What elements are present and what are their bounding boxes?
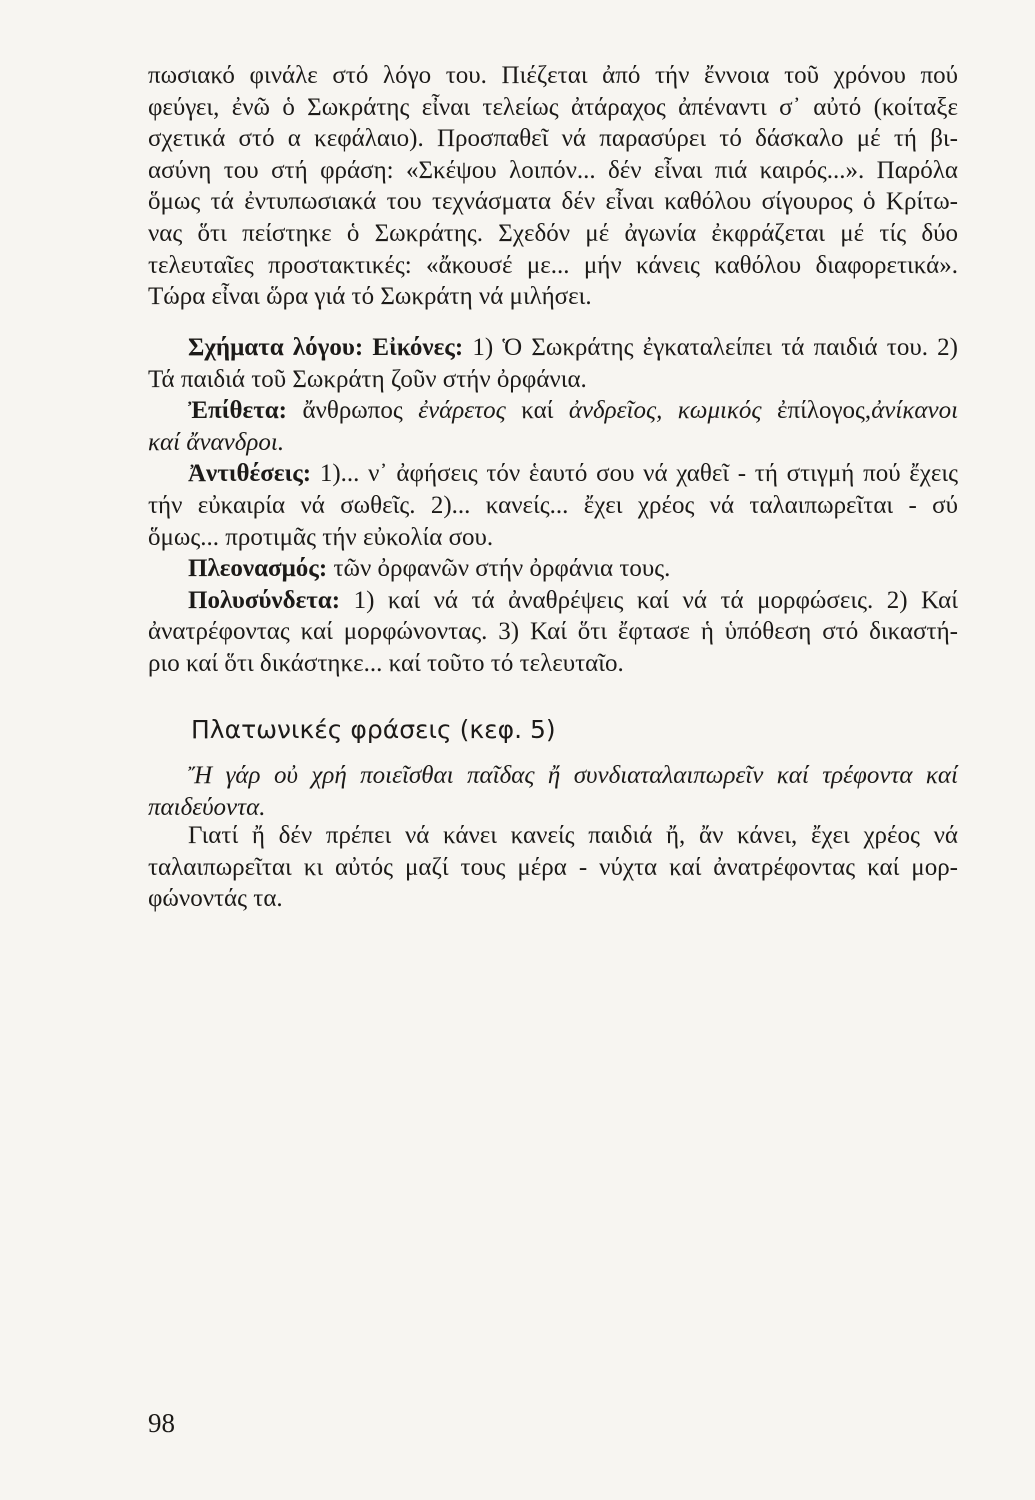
pleonasmos-label: Πλεονασμός: [188,555,328,583]
polysyndeta-line [148,585,958,617]
text-line: ασύνη του στή φράση: «Σκέψου λοιπόν... δέν εἶναι πιά καιρός...». Παρόλα [148,156,958,184]
polysyndeta-label: Πολυσύνδετα: [188,586,341,614]
polysyndeta-line-3: ριο καί ὅτι δικάστηκε... καί τοῦτο τό τελευταῖο. [148,649,624,677]
epitheta-line-2: καί ἄνανδροι. [148,428,285,456]
schemata-label: Σχήματα λόγου: Εἰκόνες: [188,334,464,361]
epitheta-text: ἄνθρωπος [302,397,403,425]
text-line: Τώρα εἶναι ὥρα γιά τό Σωκράτη νά μιλήσει. [148,283,592,311]
antitheseis-label: Ἀντιθέσεις: [188,460,312,488]
antitheseis-line-2: τήν εὐκαιρία νά σωθεῖς. 2)... κανείς... ἔχει χρέος νά ταλαιπωρεῖται - σύ [148,491,958,519]
epitheta-italic: ἀνίκανοι [871,397,959,425]
text-line: σχετικά στό α κεφάλαιο). Προσπαθεῖ νά παρασύρει τό δάσκαλο μέ τή βι- [148,125,958,153]
commentary-paragraph [148,60,958,313]
text-line: ὅμως τά ἐντυπωσιακά του τεχνάσματα δέν εἶναι καθόλου σίγουρος ὁ Κρίτω- [148,188,958,216]
quote-line: παιδεύοντα. [148,793,266,821]
epitheta-italic: ἀνδρεῖος, κωμικός [568,397,762,425]
epitheta-italic: ἐνάρετος [418,397,506,425]
text-line: νας ὅτι πείστηκε ὁ Σωκράτης. Σχεδόν μέ ἀγωνία ἐκφράζεται μέ τίς δύο [148,219,958,247]
text-line: φεύγει, ἐνῶ ὁ Σωκράτης εἶναι τελείως ἀτάραχος ἀπέναντι σ᾽ αὐτό (κοίταξε [148,93,958,121]
polysyndeta-text: 1) καί νά τά ἀναθρέψεις καί νά τά μορφώσεις. 2) Καί [353,586,958,614]
text-line: πωσιακό φινάλε στό λόγο του. Πιέζεται ἀπό τήν ἔννοια τοῦ χρόνου πού [148,62,958,89]
section-heading: Πλατωνικές φράσεις (κεφ. 5) [191,715,556,744]
antitheseis-text: 1)... ν᾽ ἀφήσεις τόν ἑαυτό σου νά χαθεῖ - τή στιγμή πού ἔχεις [319,460,958,488]
pleonasmos-text: τῶν ὀρφανῶν στήν ὀρφάνια τους. [333,555,671,583]
translation-line: Γιατί ἤ δέν πρέπει νά κάνει κανείς παιδιά ἤ, ἄν κάνει, ἔχει χρέος νά [188,822,958,849]
pleonasmos-line [148,553,958,585]
figures-of-speech-section [148,332,958,680]
text-line: τελευταῖες προστακτικές: «ἄκουσέ με... μήν κάνεις καθόλου διαφορετικά». [148,251,958,279]
schemata-text: 1) Ὁ Σωκράτης ἐγκαταλείπει τά παιδιά του. 2) [472,334,958,361]
antitheseis-line-3: ὅμως... προτιμᾶς τήν εὐκολία σου. [148,523,494,551]
quote-translation [148,820,958,915]
schemata-line-2: Τά παιδιά τοῦ Σωκράτη ζοῦν στήν ὀρφάνια. [148,365,587,393]
epitheta-label: Ἐπίθετα: [188,397,288,425]
quote-line: Ἤ γάρ οὐ χρή ποιεῖσθαι παῖδας ἤ συνδιαταλαιπωρεῖν καί τρέφοντα καί [188,762,958,789]
translation-line: ταλαιπωρεῖται κι αὐτός μαζί τους μέρα - νύχτα καί ἀνατρέφοντας καί μορ- [148,853,958,881]
polysyndeta-line-2: ἀνατρέφοντας καί μορφώνοντας. 3) Καί ὅτι ἔφτασε ἡ ὑπόθεση στό δικαστή- [148,618,958,646]
epitheta-text: καί [521,397,554,425]
epitheta-text: ἐπίλογος, [777,397,872,425]
page-number: 98 [148,1408,175,1438]
schemata-line [148,332,958,364]
antitheseis-line [148,458,958,490]
translation-line: φώνοντάς τα. [148,885,283,913]
epitheta-line [148,395,958,427]
bleed-through-texture [150,1060,156,1086]
platonic-quote [148,760,958,823]
